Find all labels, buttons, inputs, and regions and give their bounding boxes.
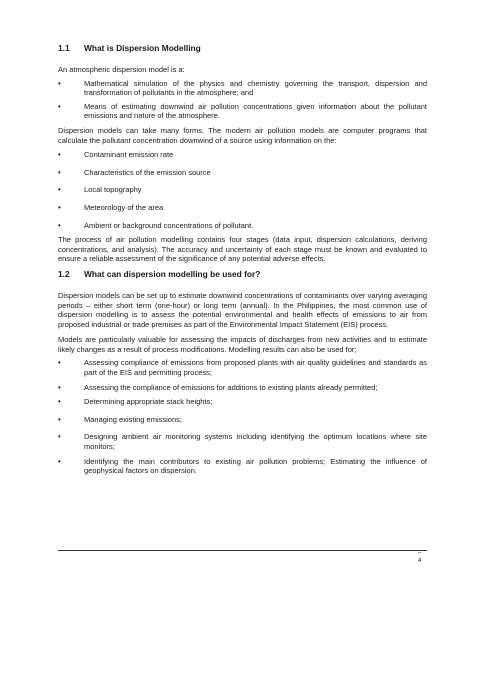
bullet-icon: •: [58, 432, 61, 442]
list-item-text: Managing existing emissions;: [84, 414, 182, 424]
page-number: 4: [418, 558, 422, 564]
footer-mark: –: [418, 550, 422, 556]
list-item: [58, 397, 427, 407]
section-heading-1-2: [58, 269, 427, 280]
list-item-text: Characteristics of the emission source: [84, 167, 211, 177]
list-item: [58, 221, 427, 231]
list-item-text: Determining appropriate stack heights;: [84, 397, 213, 407]
bullet-icon: •: [58, 358, 61, 368]
section-title: What can dispersion modelling be used for?: [84, 268, 261, 279]
bullet-list: [58, 79, 427, 121]
list-item: [58, 102, 427, 121]
section-heading-1-1: [58, 43, 427, 54]
list-item: [58, 185, 427, 195]
list-item: [58, 358, 427, 377]
page-content: [58, 43, 427, 476]
bullet-icon: •: [58, 150, 61, 160]
list-item: [58, 168, 427, 178]
bullet-icon: •: [58, 382, 61, 392]
paragraph: The process of air pollution modelling contains four stages (data input, dispersion calculations, deriving concentrations, and analysis). The accuracy and uncertainty of each stage must be known and evaluated to ensure a reliable assessment of the significance of any potential adverse effects.: [58, 235, 427, 264]
bullet-icon: •: [58, 220, 61, 230]
bullet-icon: •: [58, 397, 61, 407]
bullet-icon: •: [58, 167, 61, 177]
paragraph: An atmospheric dispersion model is a:: [58, 65, 185, 74]
bullet-icon: •: [58, 185, 61, 195]
list-item: [58, 457, 427, 476]
list-item-text: Means of estimating downwind air pollution concentrations given information about the pollutant emissions and nature of the atmosphere.: [84, 101, 427, 121]
bullet-icon: •: [58, 456, 61, 466]
section-number: 1.2: [58, 268, 70, 279]
list-item-text: Local topography: [84, 185, 142, 195]
list-item-text: Identifying the main contributors to existing air pollution problems; Estimating the influence of geophysical factors on dispersion.: [84, 456, 427, 476]
list-item-text: Assessing compliance of emissions from proposed plants with air quality guidelines and standards as part of the EIS and permitting process;: [84, 358, 427, 378]
footer-divider: [58, 550, 427, 551]
bullet-icon: •: [58, 202, 61, 212]
bullet-icon: •: [58, 414, 61, 424]
bullet-list: [58, 358, 427, 475]
list-item: [58, 203, 427, 213]
paragraph: Models are particularly valuable for assessing the impacts of discharges from new activities and to estimate likely changes as a result of process modifications. Modelling results can also be used for;: [58, 335, 427, 354]
list-item-text: Designing ambient air monitoring systems including identifying the optimum locations where site monitors;: [84, 432, 427, 452]
list-item: [58, 150, 427, 160]
paragraph: Dispersion models can be set up to estimate downwind concentrations of contaminants over varying averaging periods – either short term (one-hour) or long term (annual). In the Philippines, the most common use of dispersion modelling is to assess the potential environmental and health effects of emissions to air from proposed industrial or trade premises as part of the Environmental Impact Statement (EIS) process.: [58, 290, 427, 329]
paragraph: Dispersion models can take many forms. The modern air pollution models are computer programs that calculate the pollutant concentration downwind of a source using information on the:: [58, 125, 427, 145]
bullet-icon: •: [58, 101, 61, 111]
list-item-text: Contaminant emission rate: [84, 150, 174, 160]
list-item-text: Meteorology of the area: [84, 202, 164, 212]
list-item: [58, 383, 427, 393]
list-item-text: Assessing the compliance of emissions for additions to existing plants already permitted;: [84, 382, 378, 392]
bullet-icon: •: [58, 78, 61, 88]
section-number: 1.1: [58, 43, 70, 53]
list-item: [58, 415, 427, 425]
bullet-list: [58, 150, 427, 230]
list-item-text: Mathematical simulation of the physics and chemistry governing the transport, dispersion and transformation of pollutants in the atmosphere; and: [84, 78, 427, 98]
list-item: [58, 79, 427, 98]
list-item-text: Ambient or background concentrations of pollutant.: [84, 220, 254, 230]
list-item: [58, 432, 427, 451]
section-title: What is Dispersion Modelling: [84, 43, 201, 53]
